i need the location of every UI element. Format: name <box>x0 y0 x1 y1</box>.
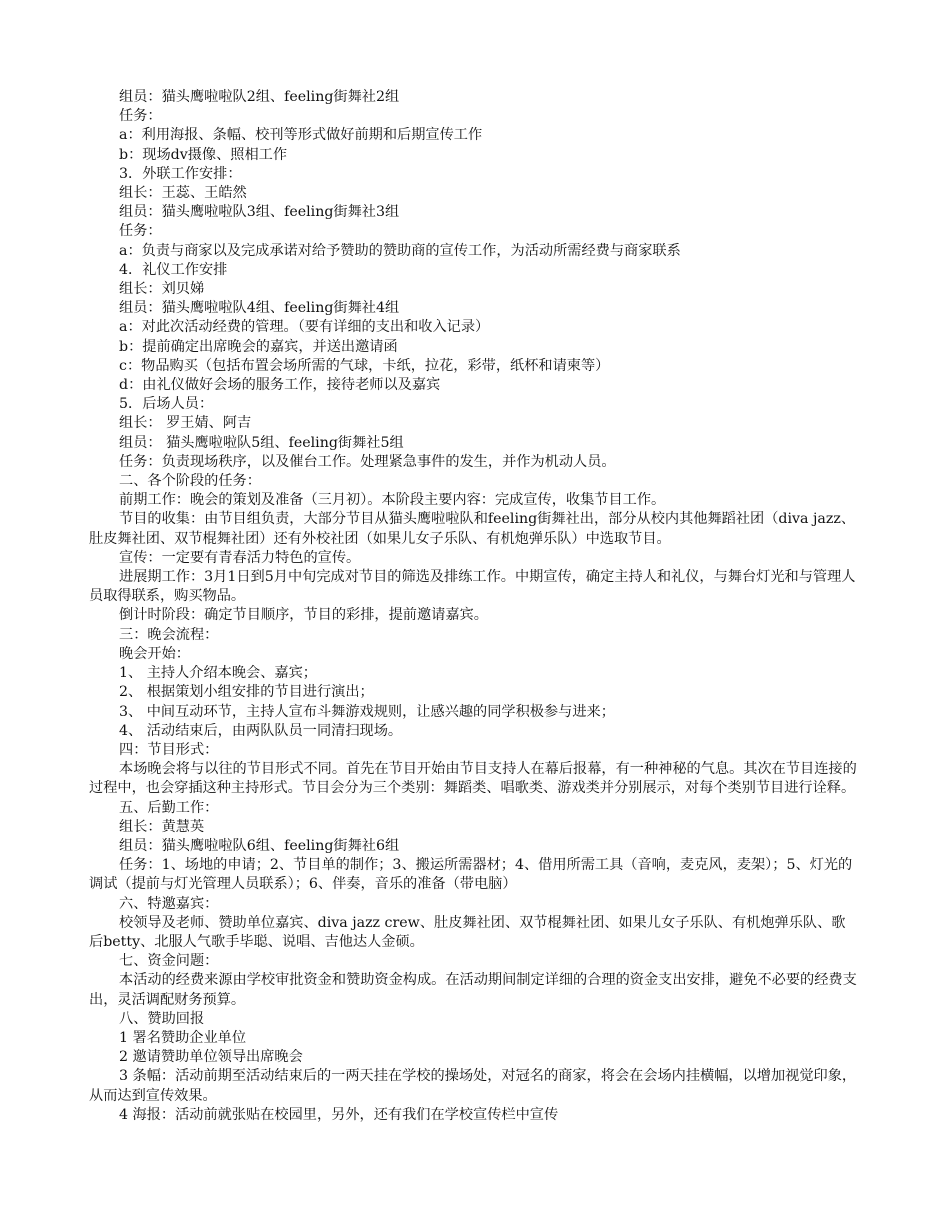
document-paragraph: 六、特邀嘉宾： <box>119 895 219 912</box>
document-paragraph: 任务： <box>119 223 162 240</box>
document-paragraph: 任务： <box>119 108 162 125</box>
document-paragraph: 组长：黄慧英 <box>119 818 205 835</box>
document-paragraph: a：负责与商家以及完成承诺对给予赞助的赞助商的宣传工作，为活动所需经费与商家联系 <box>119 242 681 259</box>
document-paragraph: 倒计时阶段：确定节目顺序，节目的彩排，提前邀请嘉宾。 <box>119 607 488 624</box>
document-paragraph: 2 邀请赞助单位领导出席晚会 <box>119 1049 303 1066</box>
document-paragraph: 4、 活动结束后，由两队队员一同清扫现场。 <box>119 722 403 739</box>
document-paragraph: 组长： 罗王婧、阿吉 <box>119 415 252 432</box>
document-paragraph: 2、 根据策划小组安排的节目进行演出； <box>119 684 374 701</box>
document-paragraph: 组员：猫头鹰啦啦队6组、feeling街舞社6组 <box>119 837 400 854</box>
document-paragraph: a：对此次活动经费的管理。（要有详细的支出和收入记录） <box>119 319 490 336</box>
document-paragraph: 八、赞助回报 <box>119 1010 205 1027</box>
document-paragraph: 任务：1、场地的申请；2、节目单的制作；3、搬运所需器材；4、借用所需工具（音响，麦克风，麦架）；5、灯光的调试（提前与灯光管理人员联系）；6、伴奏，音乐的准备（带电脑） <box>89 857 853 893</box>
document-paragraph: 3．外联工作安排： <box>119 165 242 182</box>
document-paragraph: 前期工作：晚会的策划及准备（三月初）。本阶段主要内容：完成宣传，收集节目工作。 <box>119 492 666 509</box>
document-body <box>89 88 859 1125</box>
document-paragraph: 4 海报：活动前就张贴在校园里，另外，还有我们在学校宣传栏中宣传 <box>119 1106 559 1123</box>
document-paragraph: d：由礼仪做好会场的服务工作，接待老师以及嘉宾 <box>119 377 441 394</box>
document-paragraph: 4．礼仪工作安排 <box>119 261 228 278</box>
document-paragraph: 本场晚会将与以往的节目形式不同。首先在节目开始由节目支持人在幕后报幕，有一种神秘的气息。其次在节目连接的过程中，也会穿插这种主持形式。节目会分为三个类别：舞蹈类、唱歌类、游戏类并分别展示，对每个类别节目进行诠释。 <box>89 761 857 797</box>
document-paragraph: 组员： 猫头鹰啦啦队5组、feeling街舞社5组 <box>119 434 404 451</box>
document-paragraph: 本活动的经费来源由学校审批资金和赞助资金构成。在活动期间制定详细的合理的资金支出安排，避免不必要的经费支出，灵活调配财务预算。 <box>89 972 857 1008</box>
document-paragraph: 进展期工作：3月1日到5月中旬完成对节目的筛选及排练工作。中期宣传，确定主持人和礼仪，与舞台灯光和与管理人员取得联系，购买物品。 <box>89 569 856 605</box>
document-paragraph: 3、 中间互动环节，主持人宣布斗舞游戏规则，让感兴趣的同学积极参与进来； <box>119 703 615 720</box>
document-paragraph: 七、资金问题： <box>119 953 219 970</box>
document-paragraph: 组员：猫头鹰啦啦队3组、feeling街舞社3组 <box>119 204 400 221</box>
document-paragraph: 任务：负责现场秩序，以及催台工作。处理紧急事件的发生，并作为机动人员。 <box>119 453 616 470</box>
document-paragraph: 组长：刘贝娣 <box>119 281 205 298</box>
document-paragraph: b：现场dv摄像、照相工作 <box>119 146 288 163</box>
document-paragraph: 3 条幅：活动前期至活动结束后的一两天挂在学校的操场处，对冠名的商家，将会在会场内挂横幅，以增加视觉印象，从而达到宣传效果。 <box>89 1068 857 1104</box>
document-paragraph: 五、后勤工作： <box>119 799 219 816</box>
document-paragraph: 二、各个阶段的任务： <box>119 473 261 490</box>
document-paragraph: b：提前确定出席晚会的嘉宾，并送出邀请函 <box>119 338 398 355</box>
document-paragraph: 节目的收集：由节目组负责，大部分节目从猫头鹰啦啦队和feeling街舞社出，部分从校内其他舞蹈社团（diva jazz、肚皮舞社团、双节棍舞社团）还有外校社团（如果儿女子乐队、有机炮弹乐队）中选取节目。 <box>89 511 856 547</box>
document-paragraph: a：利用海报、条幅、校刊等形式做好前期和后期宣传工作 <box>119 127 483 144</box>
document-paragraph: 晚会开始： <box>119 645 190 662</box>
document-paragraph: 组员：猫头鹰啦啦队4组、feeling街舞社4组 <box>119 300 400 317</box>
document-paragraph: 四：节目形式： <box>119 741 219 758</box>
document-paragraph: 1 署名赞助企业单位 <box>119 1029 247 1046</box>
document-paragraph: 校领导及老师、赞助单位嘉宾、diva jazz crew、肚皮舞社团、双节棍舞社团、如果儿女子乐队、有机炮弹乐队、歌后betty、北服人气歌手毕聪、说唱、吉他达人金硕。 <box>89 914 846 950</box>
document-paragraph: 5．后场人员： <box>119 396 214 413</box>
document-paragraph: 组员：猫头鹰啦啦队2组、feeling街舞社2组 <box>119 89 400 105</box>
document-paragraph: c：物品购买（包括布置会场所需的气球，卡纸，拉花，彩带，纸杯和请柬等） <box>119 357 610 374</box>
document-paragraph: 组长：王蕊、王皓然 <box>119 185 247 202</box>
document-paragraph: 1、 主持人介绍本晚会、嘉宾； <box>119 665 317 682</box>
document-paragraph: 宣传：一定要有青春活力特色的宣传。 <box>119 549 361 566</box>
document-paragraph: 三：晚会流程： <box>119 626 219 643</box>
